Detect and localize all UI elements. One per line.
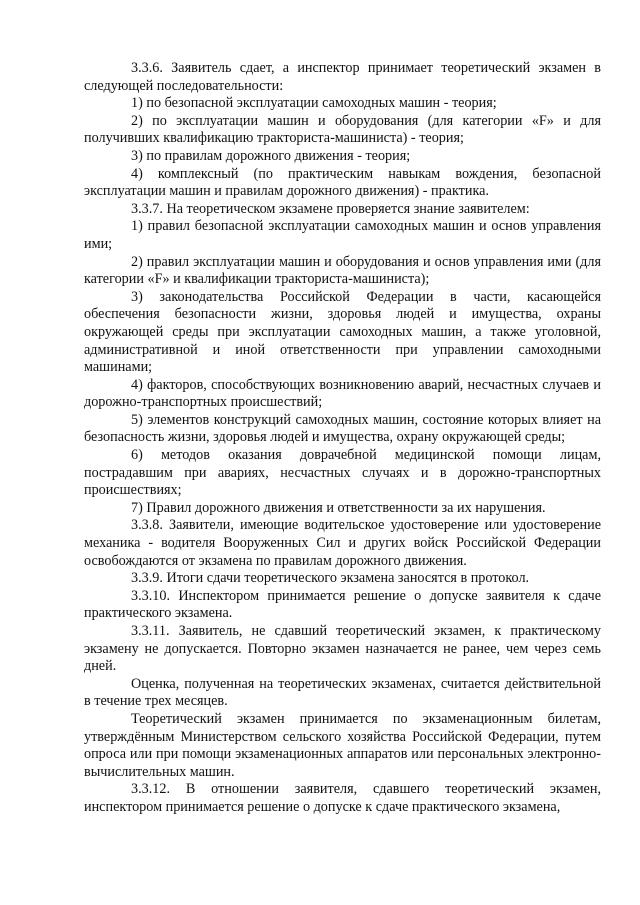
paragraph-list-item: 2) по эксплуатации машин и оборудования (для категории «F» и для получивших квалификацию тракториста-машиниста) - теория; (84, 112, 601, 147)
paragraph-list-item: 2) правил эксплуатации машин и оборудования и основ управления ими (для категории «F» и квалификации тракториста-машиниста); (84, 253, 601, 288)
paragraph-list-item: 3) по правилам дорожного движения - теория; (131, 147, 411, 164)
paragraph-3-3-9: 3.3.9. Итоги сдачи теоретического экзамена заносятся в протокол. (131, 570, 530, 587)
paragraph-3-3-6: 3.3.6. Заявитель сдает, а инспектор принимает теоретический экзамен в следующей последовательности: (84, 60, 601, 94)
paragraph-list-item: 4) факторов, способствующих возникновению аварий, несчастных случаев и дорожно-транспортных происшествий; (84, 376, 601, 411)
paragraph-3-3-12: 3.3.12. В отношении заявителя, сдавшего теоретический экзамен, инспектором принимается решение о допуске к сдаче практического экзамена, (84, 781, 601, 815)
paragraph-3-3-10: 3.3.10. Инспектором принимается решение о допуске заявителя к сдаче практического экзамена. (84, 587, 601, 622)
paragraph-body: Оценка, полученная на теоретических экзаменах, считается действительной в течение трех месяцев. (84, 675, 601, 710)
paragraph-3-3-8: 3.3.8. Заявители, имеющие водительское удостоверение или удостоверение механика - водителя Вооруженных Сил и других войск Российской Федерации освобождаются от экзамена по правилам дорожного движения. (84, 517, 601, 569)
paragraph-list-item: 1) правил безопасной эксплуатации самоходных машин и основ управления ими; (84, 218, 601, 252)
paragraph-list-item: 3) законодательства Российской Федерации в части, касающейся обеспечения безопасности жизни, здоровья людей и имущества, охраны окружающей среды при эксплуатации самоходных машин, а также уголовной, административной и иной ответственности при управлении самоходными машинами; (84, 288, 601, 376)
paragraph-body: Теоретический экзамен принимается по экзаменационным билетам, утверждённым Министерством сельского хозяйства Российской Федерации, путем опроса или при помощи экзаменационных аппаратов или персональных электронно-вычислительных машин. (84, 710, 601, 780)
paragraph-3-3-7: 3.3.7. На теоретическом экзамене проверяется знание заявителем: (131, 200, 530, 217)
paragraph-list-item: 6) методов оказания доврачебной медицинской помощи лицам, пострадавшим при авариях, несчастных случаях и в дорожно-транспортных происшествиях; (84, 447, 601, 499)
paragraph-list-item: 4) комплексный (по практическим навыкам вождения, безопасной эксплуатации машин и правилам дорожного движения) - практика. (84, 165, 601, 200)
paragraph-list-item: 5) элементов конструкций самоходных машин, состояние которых влияет на безопасность жизни, здоровья людей и имущества, охрану окружающей среды; (84, 411, 601, 446)
paragraph-list-item: 7) Правил дорожного движения и ответственности за их нарушения. (131, 499, 546, 516)
paragraph-3-3-11: 3.3.11. Заявитель, не сдавший теоретический экзамен, к практическому экзамену не допускается. Повторно экзамен назначается не ранее, чем через семь дней. (84, 623, 601, 675)
paragraph-list-item: 1) по безопасной эксплуатации самоходных машин - теория; (131, 95, 497, 112)
document-page (84, 60, 601, 817)
